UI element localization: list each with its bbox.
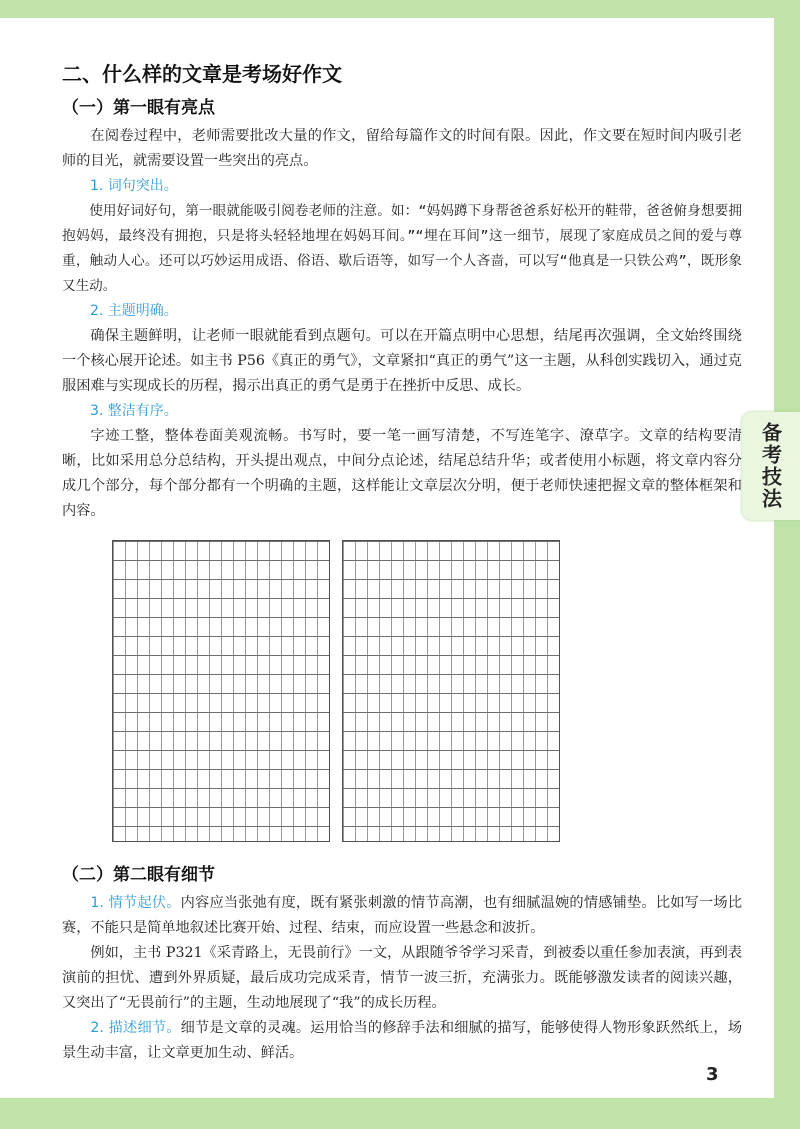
part1-item3-title: 3. 整洁有序。 — [90, 403, 178, 419]
section-title: 二、什么样的文章是考场好作文 — [62, 62, 342, 86]
essay-sheet-left — [112, 540, 330, 842]
part2-item2-label: 2. 描述细节。 — [90, 1020, 181, 1036]
side-tab[interactable] — [742, 412, 800, 520]
part1-item3-body: 字迹工整，整体卷面美观流畅。书写时，要一笔一画写清楚，不写连笔字、潦草字。文章的结构要清晰，比如采用总分总结构，开头提出观点，中间分点论述，结尾总结升华；或者使用小标题，将文章内容分成几个部分，每个部分都有一个明确的主题，这样能让文章层次分明，便于老师快速把握文章的整体框架和内容。 — [62, 428, 742, 519]
part1-item2-body: 确保主题鲜明，让老师一眼就能看到点题句。可以在开篇点明中心思想，结尾再次强调，全文始终围绕一个核心展开论述。如主书 P56《真正的勇气》，文章紧扣“真正的勇气”这一主题，从科创实践切入，通过克服困难与实现成长的历程，揭示出真正的勇气是勇于在挫折中反思、成长。 — [62, 328, 742, 394]
essay-sheet-right — [342, 540, 560, 842]
part2-heading: （二）第二眼有细节 — [62, 865, 215, 885]
part2-example: 例如，主书 P321《采青路上，无畏前行》一文，从跟随爷爷学习采青，到被委以重任参加表演，再到表演前的担忧、遭到外界质疑，最后成功完成采青，情节一波三折，充满张力。既能够激发读者的阅读兴趣，又突出了“无畏前行”的主题，生动地展现了“我”的成长历程。 — [62, 945, 742, 1011]
page-frame-top — [0, 0, 800, 18]
page-frame-bottom — [0, 1098, 800, 1129]
part1-heading: （一）第一眼有亮点 — [62, 98, 215, 118]
handwritten-essay-image — [112, 534, 672, 850]
article-body — [62, 58, 742, 1066]
part1-item1-title: 1. 词句突出。 — [90, 178, 178, 194]
page-frame-right — [774, 0, 800, 1129]
part2-item1-label: 1. 情节起伏。 — [90, 895, 181, 911]
part1-intro: 在阅卷过程中，老师需要批改大量的作文，留给每篇作文的时间有限。因此，作文要在短时间内吸引老师的目光，就需要设置一些突出的亮点。 — [62, 128, 742, 169]
part1-item1-body: 使用好词好句，第一眼就能吸引阅卷老师的注意。如：“妈妈蹲下身帮爸爸系好松开的鞋带，爸爸俯身想要拥抱妈妈，最终没有拥抱，只是将头轻轻地埋在妈妈耳间。”“埋在耳间”这一细节，展现了家庭成员之间的爱与尊重，触动人心。还可以巧妙运用成语、俗语、歇后语等，如写一个人吝啬，可以写“他真是一只铁公鸡”，既形象又生动。 — [62, 203, 742, 294]
part1-item2-title: 2. 主题明确。 — [90, 303, 178, 319]
part2-item1-body: 内容应当张弛有度，既有紧张刺激的情节高潮，也有细腻温婉的情感铺垫。比如写一场比赛，不能只是简单地叙述比赛开始、过程、结束，而应设置一些悬念和波折。 — [62, 895, 743, 936]
page-number: 3 — [706, 1064, 719, 1085]
part2-item2-body: 细节是文章的灵魂。运用恰当的修辞手法和细腻的描写，能够使得人物形象跃然纸上，场景生动丰富，让文章更加生动、鲜活。 — [62, 1020, 743, 1061]
side-tab-label: 备考技法 — [758, 422, 783, 510]
